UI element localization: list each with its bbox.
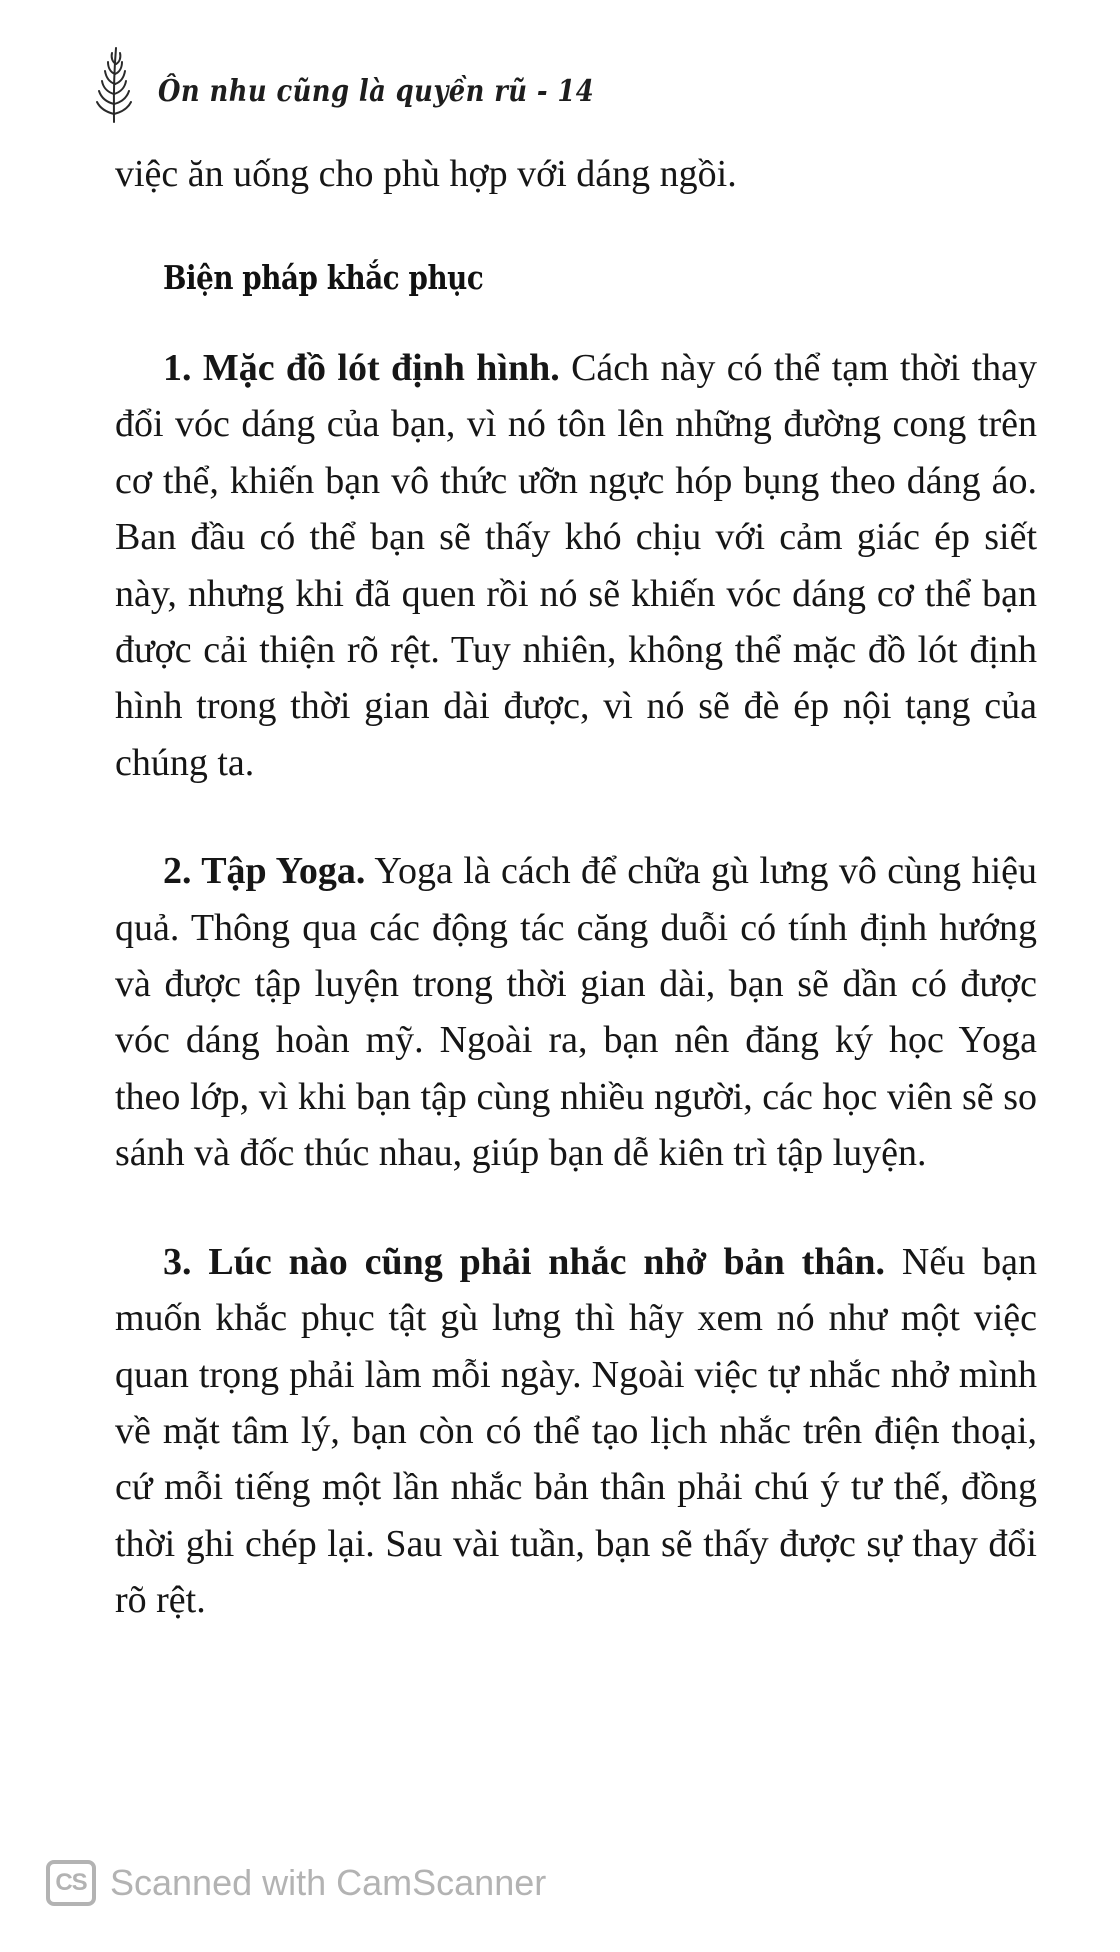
continued-paragraph: việc ăn uống cho phù hợp với dáng ngồi. [115, 153, 737, 195]
list-item-text: Yoga là cách để chữa gù lưng vô cùng hiệu quả. Thông qua các động tác căng duỗi có tính định hướng và được tập luyện trong thời gian dài, bạn sẽ dần có được vóc dáng hoàn mỹ. Ngoài ra, bạn nên đăng ký học Yoga theo lớp, vì khi bạn tập cùng nhiều người, các học viên sẽ so sánh và đốc thúc nhau, giúp bạn dễ kiên trì tập luyện. [115, 850, 1037, 1175]
camscanner-logo-icon: CS [46, 1860, 96, 1906]
list-item [115, 340, 1037, 791]
page-header [92, 44, 665, 124]
watermark-text: Scanned with CamScanner [110, 1862, 547, 1903]
running-head: Ôn nhu cũng là quyền rũ - 14 [158, 73, 595, 109]
list-item-title: 2. Tập Yoga. [163, 850, 366, 893]
list-item-text: Nếu bạn muốn khắc phục tật gù lưng thì hãy xem nó như một việc quan trọng phải làm mỗi ngày. Ngoài việc tự nhắc nhở mình về mặt tâm lý, bạn còn có thể tạo lịch nhắc trên điện thoại, cứ mỗi tiếng một lần nhắc bản thân phải chú ý tư thế, đồng thời ghi chép lại. Sau vài tuần, bạn sẽ thấy được sự thay đổi rõ rệt. [115, 1240, 1037, 1622]
list-item-text: Cách này có thể tạm thời thay đổi vóc dáng của bạn, vì nó tôn lên những đường cong trên cơ thể, khiến bạn vô thức ưỡn ngực hóp bụng theo dáng áo. Ban đầu có thể bạn sẽ thấy khó chịu với cảm giác ép siết này, nhưng khi đã quen rồi nó sẽ khiến vóc dáng cơ thể bạn được cải thiện rõ rệt. Tuy nhiên, không thể mặc đồ lót định hình trong thời gian dài được, vì nó sẽ đè ép nội tạng của chúng ta. [115, 347, 1037, 784]
list-item-title: 1. Mặc đồ lót định hình. [163, 347, 560, 389]
section-heading: Biện pháp khắc phục [163, 258, 484, 297]
list-item [115, 843, 1037, 1181]
scanner-watermark [46, 1860, 546, 1906]
list-item-title: 3. Lúc nào cũng phải nhắc nhở bản thân. [163, 1240, 886, 1283]
page-body [115, 146, 1037, 1629]
list-item [115, 1234, 1037, 1629]
leaf-branch-icon [92, 44, 136, 124]
